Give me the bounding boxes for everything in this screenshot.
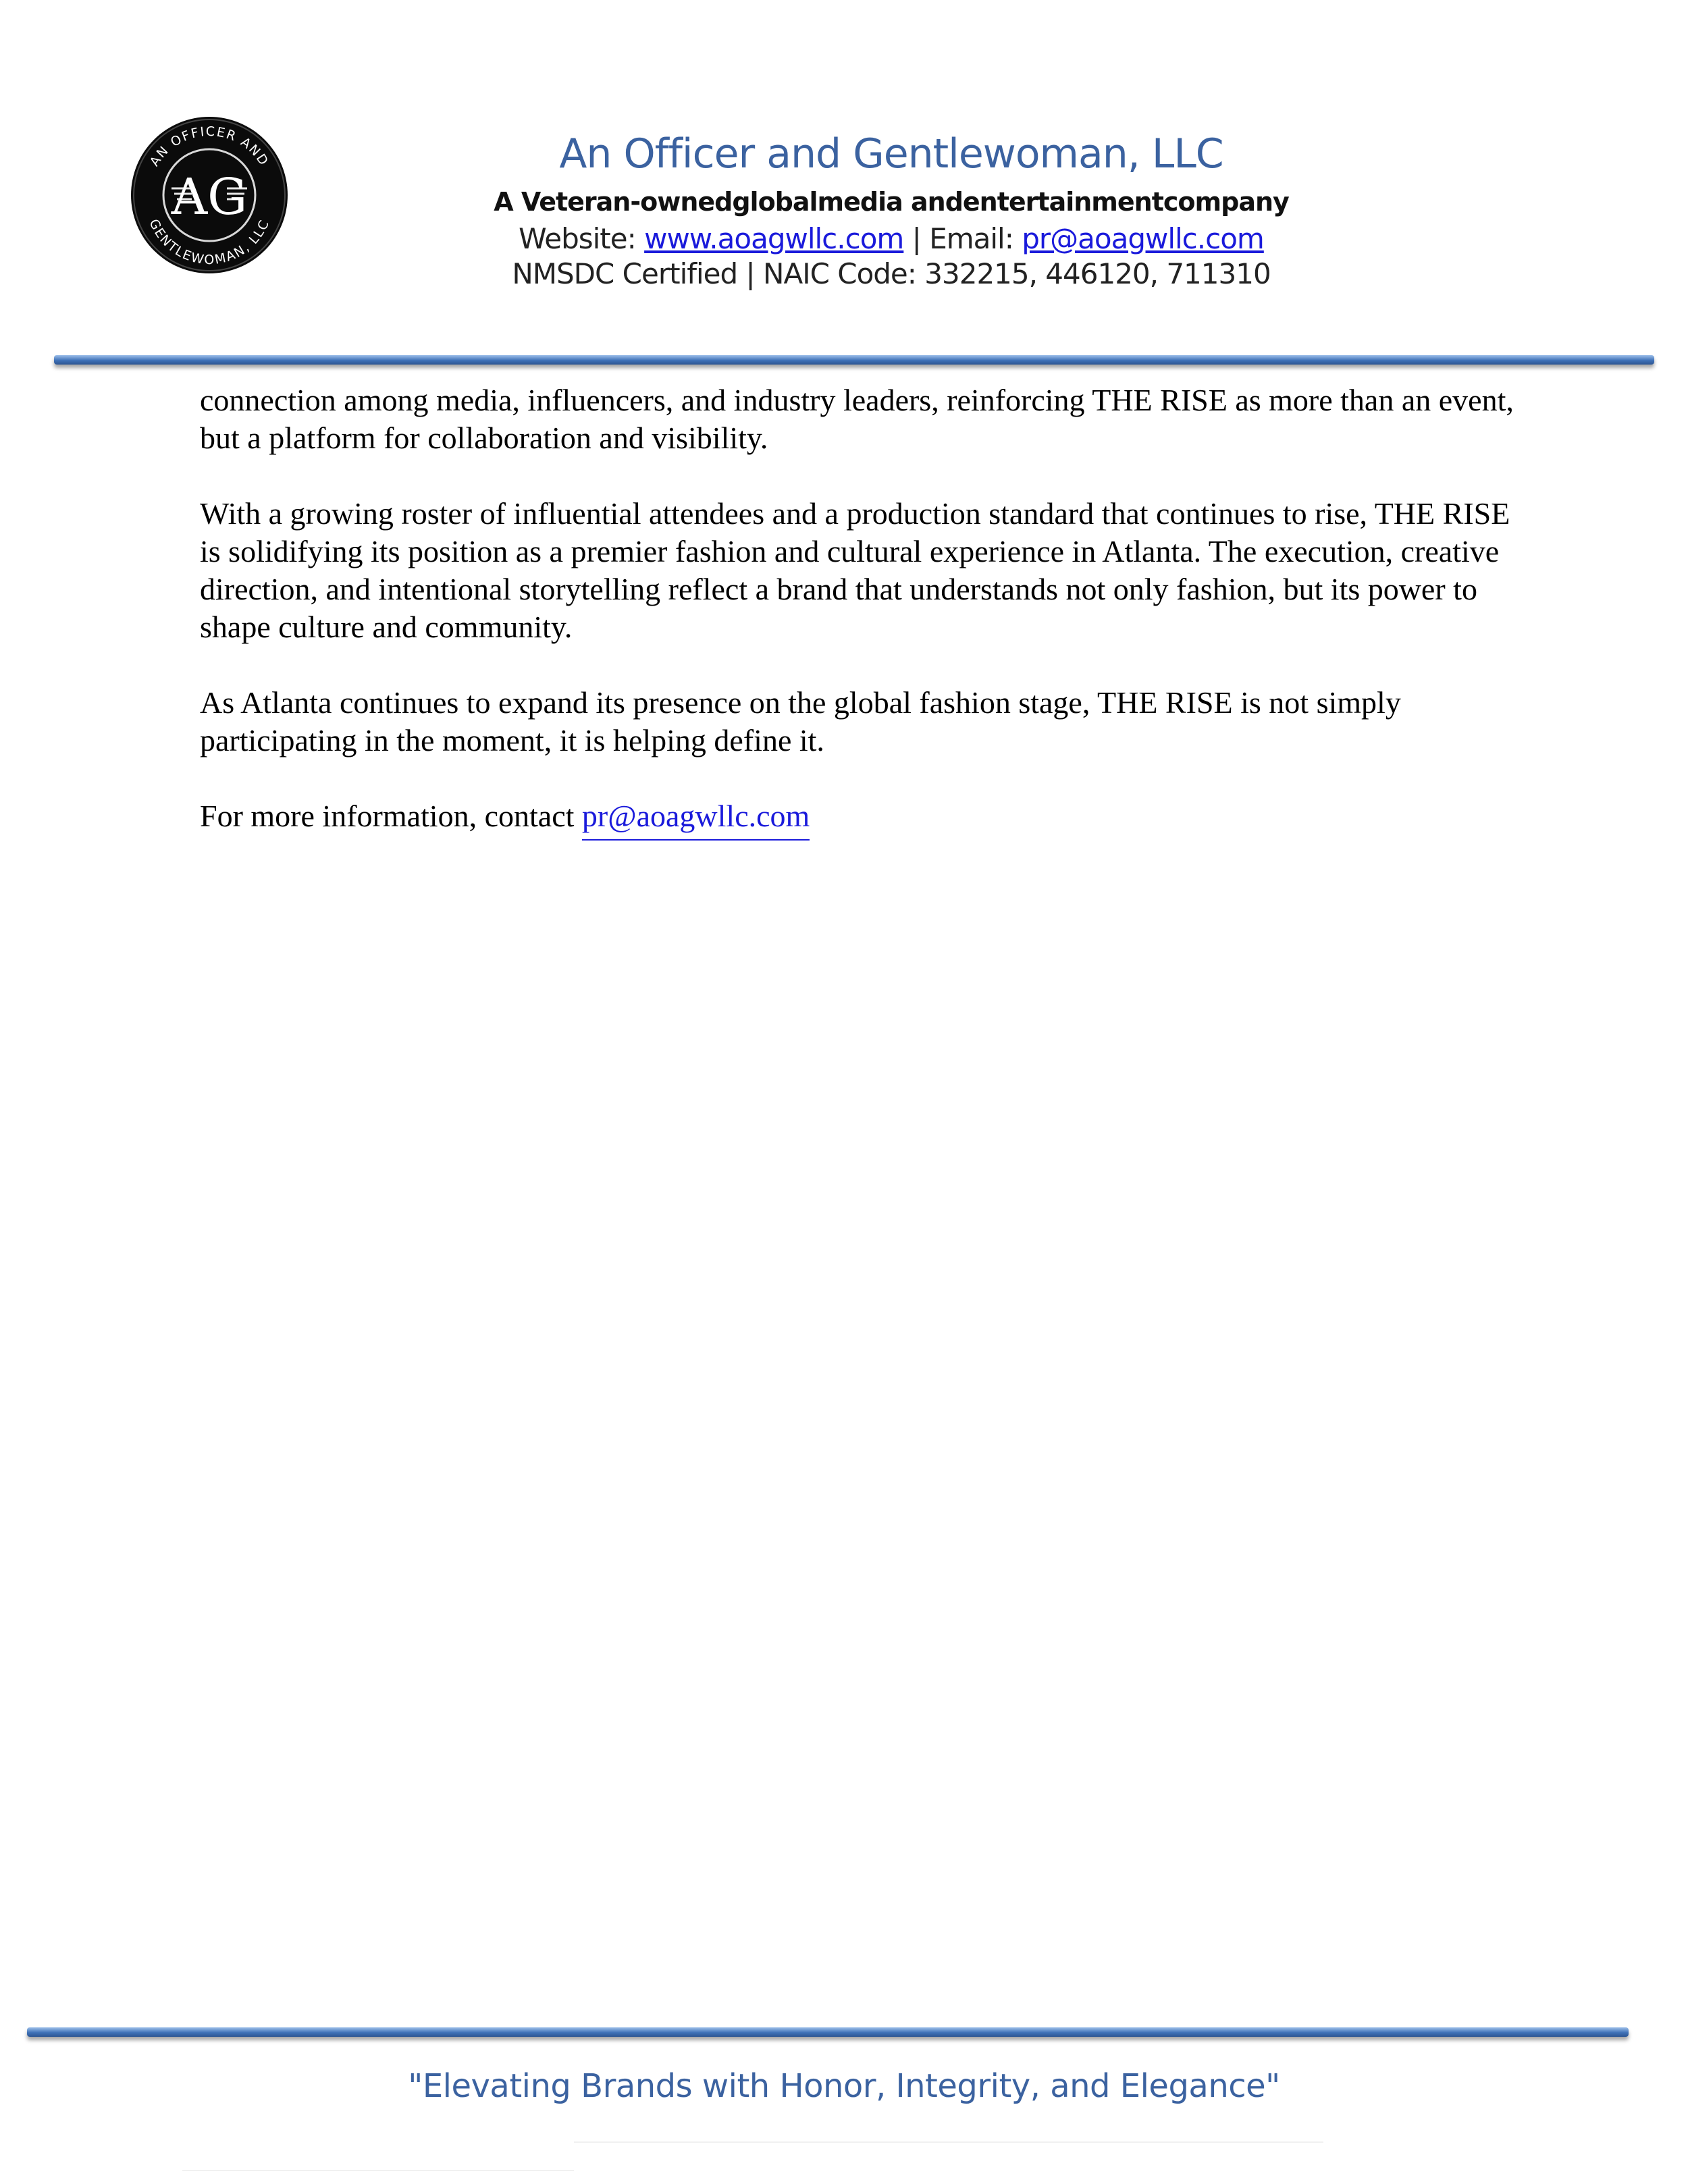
letter-body [200,381,1537,878]
contact-email-link[interactable]: pr@aoagwllc.com [582,797,810,841]
contact-prefix: For more information, contact [200,799,582,833]
website-link[interactable]: www.aoagwllc.com [644,222,904,255]
contact-paragraph [200,797,1537,841]
body-paragraph-3: As Atlanta continues to expand its presence on the global fashion stage, THE RISE is not simply participating in the moment, it is helping define it. [200,685,1401,757]
contact-line [351,221,1431,257]
footer-divider [27,2027,1629,2037]
footer-faint-line [574,2141,1323,2143]
contact-separator: | [903,222,930,255]
logo-monogram: AG [171,168,248,226]
body-paragraph-2: With a growing roster of influential attendees and a production standard that continues to rise, THE RISE is solidifying its position as a premier fashion and cultural experience in Atlanta. The execution, creative direction, and intentional storytelling reflect a brand that understands not only fashion, but its power to shape culture and community. [200,496,1510,644]
website-label: Website: [519,222,645,255]
letterhead [351,126,1431,292]
header-email-link[interactable]: pr@aoagwllc.com [1022,222,1264,255]
logo-ring-bottom-text: GENTLEWOMAN, LLC [146,217,273,268]
body-paragraph-1: connection among media, influencers, and industry leaders, reinforcing THE RISE as more than an event, but a platform for collaboration and visibility. [200,383,1514,455]
header-divider [54,355,1654,365]
company-tagline: A Veteran-ownedglobalmedia andentertainmentcompany [494,187,1289,217]
footer-quote: "Elevating Brands with Honor, Integrity, and Elegance" [408,2067,1280,2105]
certification-line: NMSDC Certified | NAIC Code: 332215, 446120, 711310 [512,257,1271,290]
footer-faint-line [182,2170,574,2171]
email-label: Email: [929,222,1022,255]
company-logo-icon [130,115,289,275]
logo-ring-top-text: AN OFFICER AND [147,124,272,169]
company-name: An Officer and Gentlewoman, LLC [559,130,1223,178]
